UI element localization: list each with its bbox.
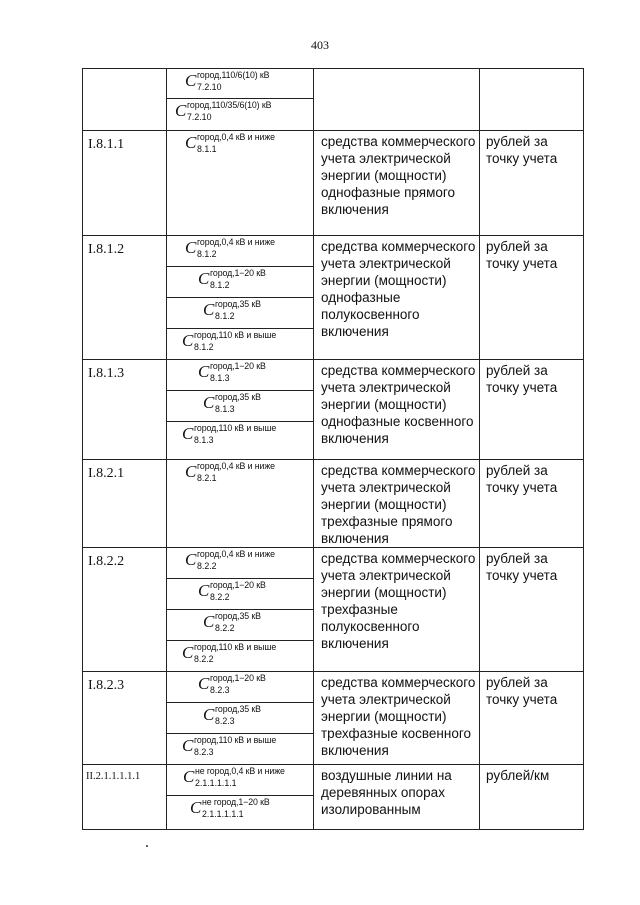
formula-symbol: C [185, 71, 197, 90]
formula-symbol: C [183, 767, 195, 786]
formula-cell [167, 460, 314, 548]
formula-symbol: C [198, 269, 210, 288]
formula-subscript: 8.2.2 [194, 654, 214, 664]
formula-cell [167, 734, 314, 765]
formula-subscript: 7.2.10 [197, 82, 222, 92]
tariff-formula [198, 673, 266, 695]
formula-subscript: 8.2.3 [194, 747, 214, 757]
formula-symbol: C [175, 101, 187, 120]
formula-cell [167, 548, 314, 579]
formula-symbol: C [203, 393, 215, 412]
tariff-formula [198, 268, 266, 290]
formula-symbol: C [190, 798, 202, 817]
formula-cell [167, 131, 314, 236]
formula-cell [167, 672, 314, 703]
table-row [83, 765, 584, 796]
formula-cell [167, 579, 314, 610]
formula-symbol: C [182, 643, 194, 662]
formula-superscript: город,35 кВ [215, 299, 261, 309]
formula-cell [167, 391, 314, 422]
formula-superscript: город,0,4 кВ и ниже [197, 237, 275, 247]
formula-cell [167, 422, 314, 460]
formula-superscript: город,0,4 кВ и ниже [197, 461, 275, 471]
formula-superscript: не город,0,4 кВ и ниже [195, 766, 285, 776]
formula-cell [167, 236, 314, 267]
row-unit: рублей за точку учета [480, 131, 584, 236]
formula-superscript: город,110 кВ и выше [194, 423, 277, 433]
formula-superscript: город,110 кВ и выше [194, 735, 277, 745]
formula-cell [167, 796, 314, 830]
row-unit: рублей за точку учета [480, 360, 584, 460]
formula-symbol: C [203, 612, 215, 631]
formula-cell [167, 641, 314, 672]
formula-subscript: 8.1.2 [215, 311, 235, 321]
formula-symbol: C [182, 736, 194, 755]
formula-superscript: город,0,4 кВ и ниже [197, 132, 275, 142]
tariff-formula [203, 611, 261, 633]
formula-superscript: город,0,4 кВ и ниже [197, 549, 275, 559]
row-unit: рублей за точку учета [480, 672, 584, 765]
row-code: I.8.2.1 [83, 460, 167, 548]
formula-cell [167, 610, 314, 641]
formula-superscript: город,35 кВ [215, 392, 261, 402]
formula-subscript: 8.2.3 [210, 685, 230, 695]
formula-symbol: C [185, 462, 197, 481]
tariff-formula [182, 330, 277, 352]
tariff-formula [185, 132, 275, 154]
formula-symbol: C [182, 424, 194, 443]
formula-subscript: 8.1.3 [210, 373, 230, 383]
row-description: средства коммерческого учета электрической энергии (мощности) трехфазные полукосвенного включения [314, 548, 480, 672]
formula-subscript: 8.2.1 [197, 473, 217, 483]
table-row [83, 236, 584, 267]
formula-subscript: 8.2.2 [210, 592, 230, 602]
row-description: средства коммерческого учета электрической энергии (мощности) однофазные прямого включения [314, 131, 480, 236]
row-description [314, 69, 480, 131]
formula-superscript: город,1−20 кВ [210, 361, 266, 371]
formula-subscript: 8.1.2 [210, 280, 230, 290]
formula-symbol: C [198, 581, 210, 600]
stray-mark [146, 845, 148, 847]
tariff-formula [185, 237, 275, 259]
row-code: I.8.1.1 [83, 131, 167, 236]
tariff-formula [182, 642, 277, 664]
formula-superscript: город,35 кВ [215, 611, 261, 621]
tariff-formula [203, 299, 261, 321]
tariff-formula [198, 580, 266, 602]
formula-superscript: город,1−20 кВ [210, 580, 266, 590]
formula-subscript: 7.2.10 [187, 112, 212, 122]
formula-symbol: C [203, 300, 215, 319]
formula-cell [167, 765, 314, 796]
formula-subscript: 8.2.2 [197, 561, 217, 571]
formula-subscript: 8.2.3 [215, 716, 235, 726]
page-number: 403 [311, 38, 329, 52]
row-code [83, 69, 167, 131]
formula-symbol: C [185, 550, 197, 569]
tariff-formula [175, 100, 272, 122]
row-code: I.8.2.3 [83, 672, 167, 765]
formula-cell [167, 267, 314, 298]
formula-subscript: 8.1.2 [197, 249, 217, 259]
formula-subscript: 8.1.3 [194, 435, 214, 445]
formula-cell [167, 298, 314, 329]
formula-symbol: C [203, 705, 215, 724]
tariff-formula [190, 797, 270, 819]
tariff-formula [185, 461, 275, 483]
table-row [83, 69, 584, 99]
row-description: средства коммерческого учета электрической энергии (мощности) трехфазные прямого включения [314, 460, 480, 548]
formula-subscript: 8.1.2 [194, 342, 214, 352]
tariff-formula [185, 549, 275, 571]
row-description: средства коммерческого учета электрической энергии (мощности) трехфазные косвенного включения [314, 672, 480, 765]
formula-symbol: C [198, 674, 210, 693]
table-row [83, 460, 584, 548]
table-row [83, 672, 584, 703]
row-unit: рублей за точку учета [480, 236, 584, 360]
formula-subscript: 2.1.1.1.1.1 [195, 778, 237, 788]
table-row [83, 548, 584, 579]
row-description: средства коммерческого учета электрической энергии (мощности) однофазные полукосвенного включения [314, 236, 480, 360]
formula-superscript: город,110 кВ и выше [194, 330, 277, 340]
row-code: II.2.1.1.1.1.1 [83, 765, 167, 830]
row-code: I.8.1.2 [83, 236, 167, 360]
table-row [83, 131, 584, 236]
formula-subscript: 8.2.2 [215, 623, 235, 633]
formula-cell [167, 329, 314, 360]
row-code: I.8.2.2 [83, 548, 167, 672]
formula-cell [167, 703, 314, 734]
formula-superscript: город,110 кВ и выше [194, 642, 277, 652]
formula-superscript: город,1−20 кВ [210, 268, 266, 278]
tariff-formula [182, 423, 277, 445]
tariff-formula [203, 392, 261, 414]
formula-cell [167, 69, 314, 99]
row-description: воздушные линии на деревянных опорах изолированным [314, 765, 480, 830]
formula-superscript: город,1−20 кВ [210, 673, 266, 683]
tariff-formula [185, 70, 270, 92]
formula-subscript: 8.1.1 [197, 144, 217, 154]
formula-symbol: C [185, 133, 197, 152]
formula-cell [167, 360, 314, 391]
tariff-formula [183, 766, 285, 788]
formula-superscript: не город,1−20 кВ [202, 797, 270, 807]
tariff-table-body [83, 69, 584, 830]
formula-subscript: 8.1.3 [215, 404, 235, 414]
formula-cell [167, 99, 314, 131]
formula-superscript: город,110/35/6(10) кВ [187, 100, 272, 110]
tariff-table [82, 68, 584, 830]
formula-superscript: город,110/6(10) кВ [197, 70, 270, 80]
row-unit [480, 69, 584, 131]
formula-symbol: C [182, 331, 194, 350]
row-unit: рублей/км [480, 765, 584, 830]
tariff-formula [182, 735, 277, 757]
tariff-formula [198, 361, 266, 383]
formula-subscript: 2.1.1.1.1.1 [202, 809, 244, 819]
row-unit: рублей за точку учета [480, 548, 584, 672]
table-row [83, 360, 584, 391]
formula-superscript: город,35 кВ [215, 704, 261, 714]
row-code: I.8.1.3 [83, 360, 167, 460]
formula-symbol: C [185, 238, 197, 257]
row-unit: рублей за точку учета [480, 460, 584, 548]
tariff-formula [203, 704, 261, 726]
row-description: средства коммерческого учета электрической энергии (мощности) однофазные косвенного включения [314, 360, 480, 460]
formula-symbol: C [198, 362, 210, 381]
